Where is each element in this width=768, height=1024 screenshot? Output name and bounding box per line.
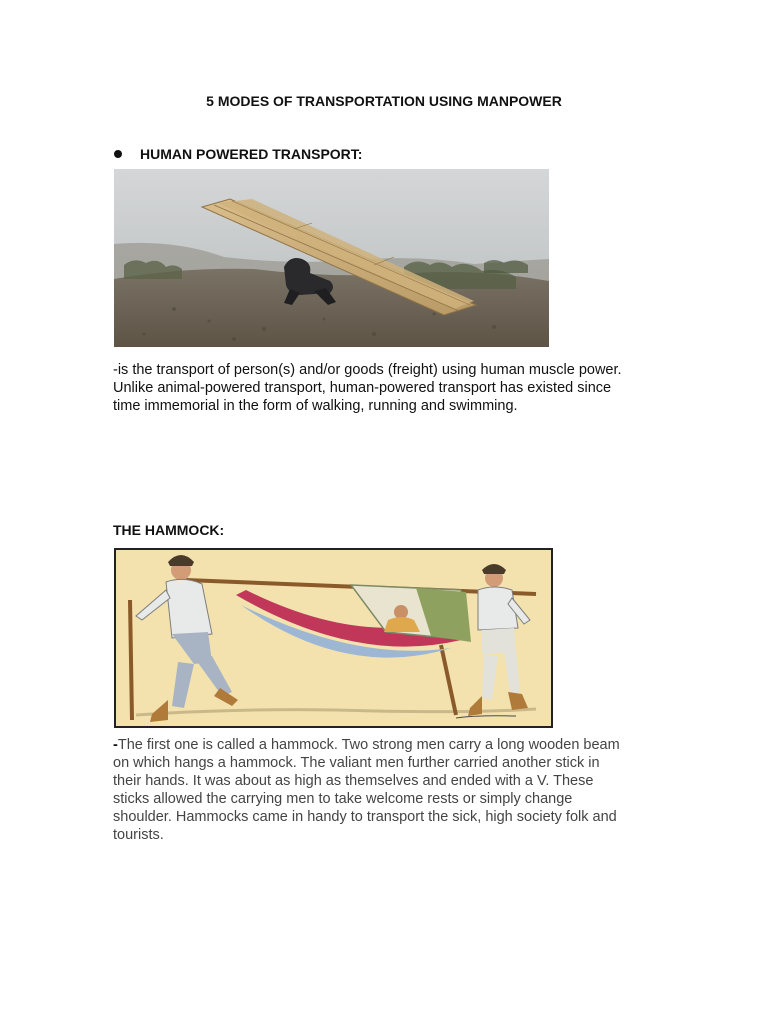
section-heading-human-powered xyxy=(113,146,362,162)
paragraph-line-text: The first one is called a hammock. Two strong men carry a long wooden beam xyxy=(117,737,620,753)
paragraph-dash: - xyxy=(113,737,118,753)
hammock-paragraph xyxy=(113,736,673,844)
paragraph-line: on which hangs a hammock. The valiant men further carried another stick in xyxy=(113,755,600,771)
paragraph-line: time immemorial in the form of walking, running and swimming. xyxy=(113,398,518,414)
paragraph-line: Unlike animal-powered transport, human-powered transport has existed since xyxy=(113,380,612,396)
human-powered-paragraph xyxy=(113,361,673,415)
paragraph-line: tourists. xyxy=(113,827,164,843)
page-title: 5 MODES OF TRANSPORTATION USING MANPOWER xyxy=(206,93,562,109)
section-heading-hammock: THE HAMMOCK: xyxy=(113,522,225,538)
paragraph-line: sticks allowed the carrying men to take welcome rests or simply change xyxy=(113,791,573,807)
paragraph-line xyxy=(113,736,673,754)
paragraph-line: -is the transport of person(s) and/or goods (freight) using human muscle power. xyxy=(113,362,622,378)
illustration-hammock-carriers xyxy=(114,548,553,728)
paragraph-line: shoulder. Hammocks came in handy to transport the sick, high society folk and xyxy=(113,809,617,825)
paragraph-line: their hands. It was about as high as themselves and ended with a V. These xyxy=(113,773,594,789)
section-heading-label: HUMAN POWERED TRANSPORT: xyxy=(140,146,363,162)
photo-man-carrying-planks xyxy=(114,169,549,347)
bullet-icon xyxy=(114,150,122,158)
